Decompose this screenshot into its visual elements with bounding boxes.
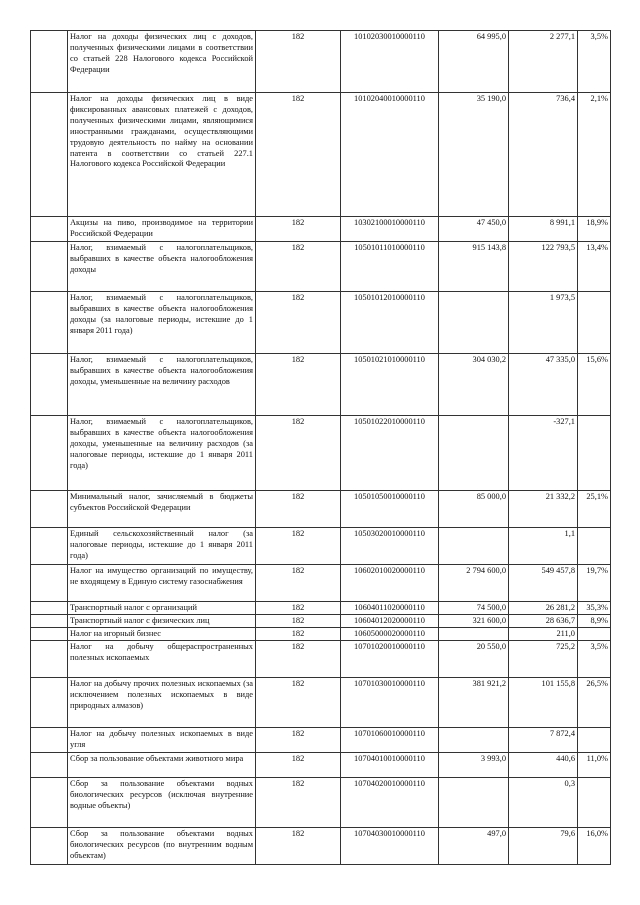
- plan-amount-cell: 304 030,2: [439, 354, 509, 416]
- tax-name-cell: Налог на добычу прочих полезных ископаемых (за исключением полезных ископаемых в виде природных алмазов): [68, 677, 256, 727]
- actual-amount-cell: 440,6: [509, 752, 578, 777]
- actual-amount-cell: 21 332,2: [509, 491, 578, 528]
- tax-name-cell: Сбор за пользование объектами животного мира: [68, 752, 256, 777]
- percent-cell: 11,0%: [578, 752, 611, 777]
- budget-code-cell: 10503020010000110: [341, 528, 439, 565]
- blank-cell: [31, 777, 68, 827]
- percent-cell: 8,9%: [578, 614, 611, 627]
- percent-cell: 3,5%: [578, 31, 611, 93]
- plan-amount-cell: [439, 416, 509, 491]
- tax-name-cell: Сбор за пользование объектами водных биологических ресурсов (исключая внутренние водные объекты): [68, 777, 256, 827]
- table-row: [31, 752, 611, 777]
- table-row: [31, 31, 611, 93]
- budget-code-cell: 10701030010000110: [341, 677, 439, 727]
- percent-cell: 3,5%: [578, 640, 611, 677]
- plan-amount-cell: 497,0: [439, 827, 509, 864]
- percent-cell: [578, 292, 611, 354]
- tax-name-cell: Сбор за пользование объектами водных биологических ресурсов (по внутренним водным объектам): [68, 827, 256, 864]
- actual-amount-cell: 47 335,0: [509, 354, 578, 416]
- admin-code-cell: 182: [256, 777, 341, 827]
- table-row: [31, 777, 611, 827]
- percent-cell: 2,1%: [578, 93, 611, 217]
- table-row: [31, 727, 611, 752]
- tax-name-cell: Налог на добычу общераспространенных полезных ископаемых: [68, 640, 256, 677]
- plan-amount-cell: 915 143,8: [439, 242, 509, 292]
- blank-cell: [31, 677, 68, 727]
- admin-code-cell: 182: [256, 640, 341, 677]
- blank-cell: [31, 827, 68, 864]
- tax-name-cell: Налог, взимаемый с налогоплательщиков, выбравших в качестве объекта налогообложения доходы, уменьшенные на величину расходов: [68, 354, 256, 416]
- tax-name-cell: Налог на добычу полезных ископаемых в виде угля: [68, 727, 256, 752]
- budget-code-cell: 10501022010000110: [341, 416, 439, 491]
- admin-code-cell: 182: [256, 416, 341, 491]
- blank-cell: [31, 602, 68, 615]
- actual-amount-cell: 725,2: [509, 640, 578, 677]
- admin-code-cell: 182: [256, 491, 341, 528]
- actual-amount-cell: 26 281,2: [509, 602, 578, 615]
- blank-cell: [31, 292, 68, 354]
- blank-cell: [31, 31, 68, 93]
- tax-name-cell: Налог, взимаемый с налогоплательщиков, выбравших в качестве объекта налогообложения доходы (за налоговые периоды, истекшие до 1 января 2011 года): [68, 292, 256, 354]
- table-row: [31, 565, 611, 602]
- admin-code-cell: 182: [256, 242, 341, 292]
- blank-cell: [31, 242, 68, 292]
- blank-cell: [31, 93, 68, 217]
- budget-code-cell: 10704030010000110: [341, 827, 439, 864]
- admin-code-cell: 182: [256, 602, 341, 615]
- actual-amount-cell: 1 973,5: [509, 292, 578, 354]
- revenue-table: [30, 30, 611, 865]
- tax-name-cell: Акцизы на пиво, производимое на территории Российской Федерации: [68, 217, 256, 242]
- actual-amount-cell: 0,3: [509, 777, 578, 827]
- admin-code-cell: 182: [256, 354, 341, 416]
- actual-amount-cell: 101 155,8: [509, 677, 578, 727]
- percent-cell: [578, 528, 611, 565]
- actual-amount-cell: 211,0: [509, 627, 578, 640]
- plan-amount-cell: 85 000,0: [439, 491, 509, 528]
- admin-code-cell: 182: [256, 827, 341, 864]
- percent-cell: 13,4%: [578, 242, 611, 292]
- tax-name-cell: Транспортный налог с физических лиц: [68, 614, 256, 627]
- blank-cell: [31, 528, 68, 565]
- percent-cell: [578, 627, 611, 640]
- tax-name-cell: Единый сельскохозяйственный налог (за налоговые периоды, истекшие до 1 января 2011 года): [68, 528, 256, 565]
- table-row: [31, 827, 611, 864]
- tax-name-cell: Налог на имущество организаций по имуществу, не входящему в Единую систему газоснабжения: [68, 565, 256, 602]
- percent-cell: [578, 727, 611, 752]
- budget-code-cell: 10605000020000110: [341, 627, 439, 640]
- blank-cell: [31, 416, 68, 491]
- percent-cell: 16,0%: [578, 827, 611, 864]
- budget-code-cell: 10604012020000110: [341, 614, 439, 627]
- blank-cell: [31, 354, 68, 416]
- table-row: [31, 677, 611, 727]
- tax-name-cell: Минимальный налог, зачисляемый в бюджеты субъектов Российской Федерации: [68, 491, 256, 528]
- plan-amount-cell: 64 995,0: [439, 31, 509, 93]
- budget-code-cell: 10704020010000110: [341, 777, 439, 827]
- table-row: [31, 491, 611, 528]
- blank-cell: [31, 217, 68, 242]
- table-row: [31, 93, 611, 217]
- table-row: [31, 416, 611, 491]
- blank-cell: [31, 627, 68, 640]
- actual-amount-cell: 79,6: [509, 827, 578, 864]
- admin-code-cell: 182: [256, 93, 341, 217]
- tax-name-cell: Налог на доходы физических лиц в виде фиксированных авансовых платежей с доходов, полученных физическими лицами, являющимися иностранными гражданами, осуществляющими трудовую деятельность по найму на основании патента в соответствии со статьей 227.1 Налогового кодекса Российской Федерации: [68, 93, 256, 217]
- table-row: [31, 528, 611, 565]
- table-row: [31, 640, 611, 677]
- admin-code-cell: 182: [256, 292, 341, 354]
- blank-cell: [31, 752, 68, 777]
- percent-cell: [578, 777, 611, 827]
- actual-amount-cell: 28 636,7: [509, 614, 578, 627]
- plan-amount-cell: 20 550,0: [439, 640, 509, 677]
- plan-amount-cell: [439, 627, 509, 640]
- budget-code-cell: 10602010020000110: [341, 565, 439, 602]
- percent-cell: 15,6%: [578, 354, 611, 416]
- actual-amount-cell: 2 277,1: [509, 31, 578, 93]
- table-row: [31, 217, 611, 242]
- admin-code-cell: 182: [256, 528, 341, 565]
- plan-amount-cell: [439, 292, 509, 354]
- actual-amount-cell: 736,4: [509, 93, 578, 217]
- actual-amount-cell: 7 872,4: [509, 727, 578, 752]
- percent-cell: 35,3%: [578, 602, 611, 615]
- plan-amount-cell: [439, 777, 509, 827]
- actual-amount-cell: -327,1: [509, 416, 578, 491]
- blank-cell: [31, 640, 68, 677]
- table-row: [31, 292, 611, 354]
- plan-amount-cell: 321 600,0: [439, 614, 509, 627]
- plan-amount-cell: 35 190,0: [439, 93, 509, 217]
- actual-amount-cell: 8 991,1: [509, 217, 578, 242]
- budget-code-cell: 10701020010000110: [341, 640, 439, 677]
- tax-name-cell: Налог на игорный бизнес: [68, 627, 256, 640]
- admin-code-cell: 182: [256, 614, 341, 627]
- table-row: [31, 242, 611, 292]
- admin-code-cell: 182: [256, 627, 341, 640]
- budget-code-cell: 10501012010000110: [341, 292, 439, 354]
- percent-cell: 19,7%: [578, 565, 611, 602]
- budget-code-cell: 10501021010000110: [341, 354, 439, 416]
- admin-code-cell: 182: [256, 727, 341, 752]
- budget-code-cell: 10701060010000110: [341, 727, 439, 752]
- tax-name-cell: Транспортный налог с организаций: [68, 602, 256, 615]
- plan-amount-cell: 3 993,0: [439, 752, 509, 777]
- budget-code-cell: 10102040010000110: [341, 93, 439, 217]
- plan-amount-cell: 2 794 600,0: [439, 565, 509, 602]
- admin-code-cell: 182: [256, 31, 341, 93]
- blank-cell: [31, 614, 68, 627]
- percent-cell: 26,5%: [578, 677, 611, 727]
- plan-amount-cell: 74 500,0: [439, 602, 509, 615]
- budget-code-cell: 10501050010000110: [341, 491, 439, 528]
- percent-cell: 25,1%: [578, 491, 611, 528]
- admin-code-cell: 182: [256, 752, 341, 777]
- tax-name-cell: Налог, взимаемый с налогоплательщиков, выбравших в качестве объекта налогообложения доходы, уменьшенные на величину расходов (за налоговые периоды, истекшие до 1 января 2011 года): [68, 416, 256, 491]
- table-row: [31, 627, 611, 640]
- tax-name-cell: Налог, взимаемый с налогоплательщиков, выбравших в качестве объекта налогообложения доходы: [68, 242, 256, 292]
- table-row: [31, 354, 611, 416]
- plan-amount-cell: 381 921,2: [439, 677, 509, 727]
- budget-code-cell: 10102030010000110: [341, 31, 439, 93]
- budget-code-cell: 10704010010000110: [341, 752, 439, 777]
- budget-code-cell: 10501011010000110: [341, 242, 439, 292]
- blank-cell: [31, 491, 68, 528]
- actual-amount-cell: 122 793,5: [509, 242, 578, 292]
- tax-name-cell: Налог на доходы физических лиц с доходов, полученных физическими лицами в соответствии со статьей 228 Налогового кодекса Российской Федерации: [68, 31, 256, 93]
- admin-code-cell: 182: [256, 677, 341, 727]
- actual-amount-cell: 1,1: [509, 528, 578, 565]
- percent-cell: 18,9%: [578, 217, 611, 242]
- percent-cell: [578, 416, 611, 491]
- plan-amount-cell: [439, 727, 509, 752]
- table-row: [31, 614, 611, 627]
- blank-cell: [31, 727, 68, 752]
- plan-amount-cell: 47 450,0: [439, 217, 509, 242]
- blank-cell: [31, 565, 68, 602]
- budget-code-cell: 10302100010000110: [341, 217, 439, 242]
- budget-code-cell: 10604011020000110: [341, 602, 439, 615]
- actual-amount-cell: 549 457,8: [509, 565, 578, 602]
- admin-code-cell: 182: [256, 565, 341, 602]
- table-row: [31, 602, 611, 615]
- admin-code-cell: 182: [256, 217, 341, 242]
- plan-amount-cell: [439, 528, 509, 565]
